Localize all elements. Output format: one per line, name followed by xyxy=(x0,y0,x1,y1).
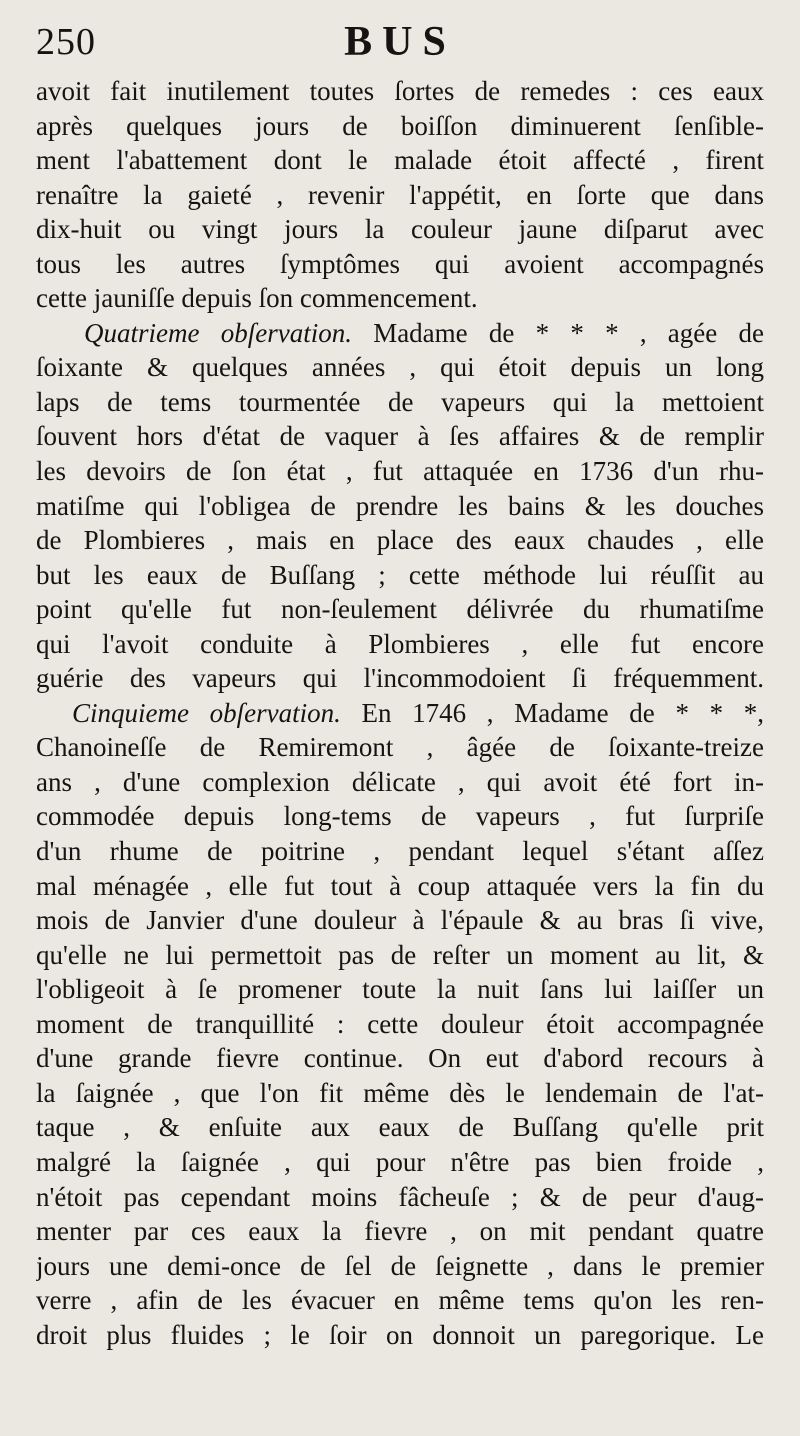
observation-title: Cinquieme obſervation. xyxy=(72,697,341,728)
text-line: droit plus fluides ; le ſoir on donnoit un paregorique. Le xyxy=(36,1319,764,1350)
text-line: n'étoit pas cependant moins fâcheuſe ; & de peur d'aug- xyxy=(36,1181,764,1212)
text-line: point qu'elle fut non-ſeulement délivrée du rhumatiſme xyxy=(36,594,764,625)
text-line: but les eaux de Buſſang ; cette méthode lui réuſſit au xyxy=(36,559,764,590)
text-line: menter par ces eaux la fievre , on mit pendant quatre xyxy=(36,1216,764,1247)
page-number: 250 xyxy=(36,21,96,63)
text-line: mois de Janvier d'une douleur à l'épaule & au bras ſi vive, xyxy=(36,905,764,936)
text-line: avoit fait inutilement toutes ſortes de remedes : ces eaux xyxy=(36,76,764,106)
text-line: d'un rhume de poitrine , pendant lequel s'étant aſſez xyxy=(36,836,764,867)
text-line: cette jauniſſe depuis ſon commencement. xyxy=(36,283,478,314)
text-line: renaître la gaieté , revenir l'appétit, en ſorte que dans xyxy=(36,179,764,210)
observation-title: Quatrieme obſervation. xyxy=(84,317,352,348)
text-line: jours une demi-once de ſel de ſeignette , dans le premier xyxy=(36,1250,764,1281)
running-head: BUS xyxy=(344,19,456,65)
text-line: laps de tems tourmentée de vapeurs qui la mettoient xyxy=(36,386,764,417)
text-line: tous les autres ſymptômes qui avoient accompagnés xyxy=(36,248,764,279)
observation-heading-line: Quatrieme obſervation. Madame de * * * , agée de xyxy=(84,317,764,348)
body-text xyxy=(36,74,764,1352)
text-line: d'une grande fievre continue. On eut d'abord recours à xyxy=(36,1043,764,1074)
text-line: Chanoineſſe de Remiremont , âgée de ſoixante-treize xyxy=(36,732,764,763)
text-line: ans , d'une complexion délicate , qui avoit été fort in- xyxy=(36,766,764,797)
text-line: moment de tranquillité : cette douleur étoit accompagnée xyxy=(36,1008,764,1039)
text-line: ſoixante & quelques années , qui étoit depuis un long xyxy=(36,352,764,383)
text-line: ſouvent hors d'état de vaquer à ſes affaires & de remplir xyxy=(36,421,764,452)
text-line: la ſaignée , que l'on fit même dès le lendemain de l'at- xyxy=(36,1077,764,1108)
text-line: dix-huit ou vingt jours la couleur jaune diſparut avec xyxy=(36,214,764,245)
text-line: taque , & enſuite aux eaux de Buſſang qu'elle prit xyxy=(36,1112,764,1143)
text-line: verre , afin de les évacuer en même tems qu'on les ren- xyxy=(36,1285,764,1316)
page-header xyxy=(36,18,764,74)
observation-heading-line: Cinquieme obſervation. En 1746 , Madame de * * *, xyxy=(72,697,764,728)
text-line: qui l'avoit conduite à Plombieres , elle fut encore xyxy=(36,628,764,659)
text-line: ment l'abattement dont le malade étoit affecté , firent xyxy=(36,145,764,176)
text-line: qu'elle ne lui permettoit pas de reſter un moment au lit, & xyxy=(36,939,764,970)
text-line: commodée depuis long-tems de vapeurs , fut ſurpriſe xyxy=(36,801,764,832)
text-line: de Plombieres , mais en place des eaux chaudes , elle xyxy=(36,525,764,556)
text-line: les devoirs de ſon état , fut attaquée en 1736 d'un rhu- xyxy=(36,456,764,487)
text-line: après quelques jours de boiſſon diminuerent ſenſible- xyxy=(36,110,764,141)
text-line: guérie des vapeurs qui l'incommodoient ſi fréquemment. xyxy=(36,663,764,694)
text-line: mal ménagée , elle fut tout à coup attaquée vers la fin du xyxy=(36,870,764,901)
text-line: malgré la ſaignée , qui pour n'être pas bien froide , xyxy=(36,1146,764,1177)
text-line: l'obligeoit à ſe promener toute la nuit ſans lui laiſſer un xyxy=(36,974,764,1005)
text-line: matiſme qui l'obligea de prendre les bains & les douches xyxy=(36,490,764,521)
